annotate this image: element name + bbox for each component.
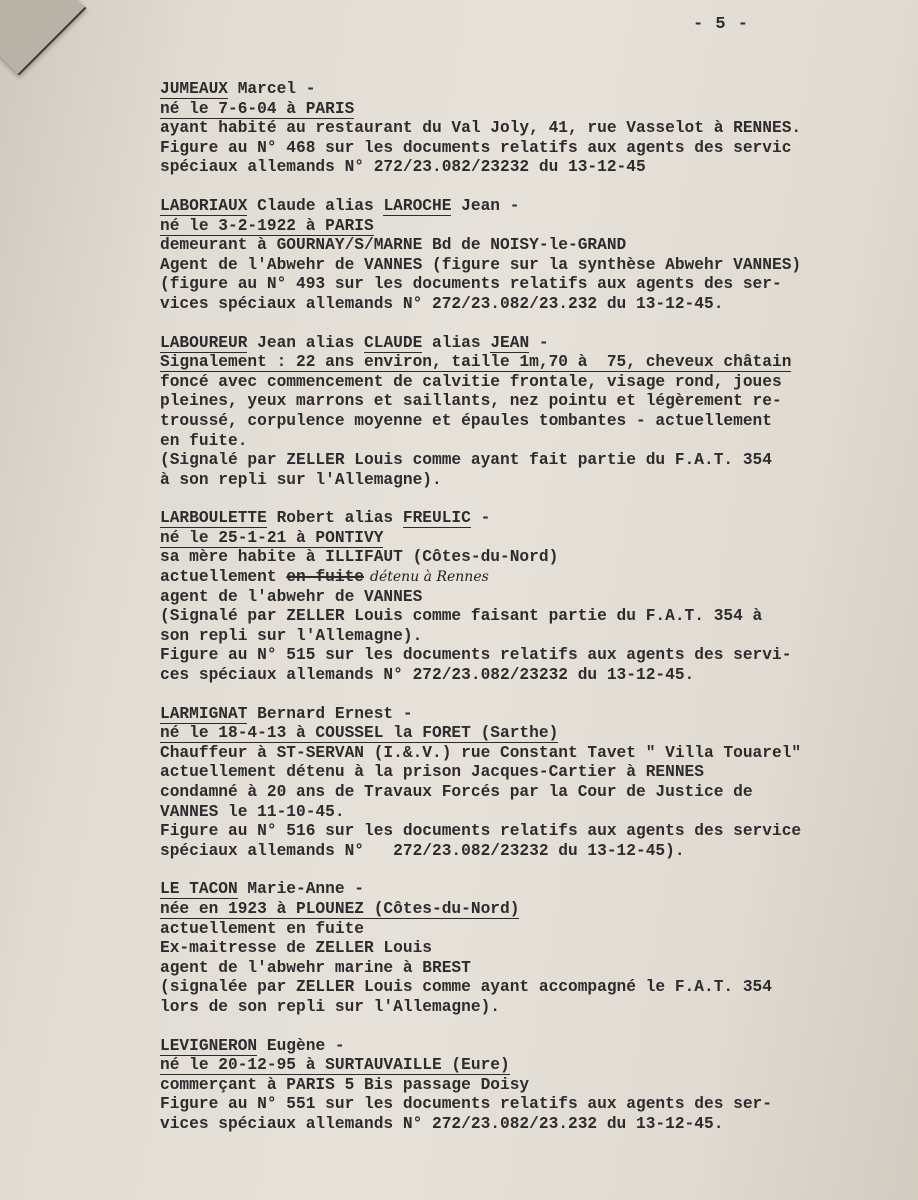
entry-line: (Signalé par ZELLER Louis comme ayant fait partie du F.A.T. 354: [160, 451, 772, 470]
entry-line: Figure au N° 551 sur les documents relatifs aux agents des ser-: [160, 1095, 772, 1114]
page-number: - 5 -: [693, 15, 750, 34]
entry-laboriaux: [160, 197, 915, 315]
entry-heading-tail: -: [470, 509, 491, 528]
entry-line: demeurant à GOURNAY/S/MARNE Bd de NOISY-le-GRAND: [160, 236, 627, 255]
entry-given-name: Claude alias: [247, 196, 384, 215]
entry-alias: LAROCHE: [383, 196, 452, 215]
entry-birth-line: né le 18-4-13 à COUSSEL la FORET (Sarthe): [160, 724, 559, 743]
entry-line: son repli sur l'Allemagne).: [160, 626, 423, 645]
entry-line: condamné à 20 ans de Travaux Forcés par la Cour de Justice de: [160, 783, 753, 801]
entry-line: ayant habité au restaurant du Val Joly, 41, rue Vasselot à RENNES.: [160, 119, 802, 138]
entry-line: lors de son repli sur l'Allemagne).: [160, 997, 500, 1016]
entry-heading: [160, 509, 915, 529]
entry-heading-mid: alias: [422, 333, 491, 352]
entry-line: vices spéciaux allemands N° 272/23.082/23.232 du 13-12-45.: [160, 294, 724, 313]
entry-line: en fuite.: [160, 431, 248, 450]
entry-line: agent de l'abwehr marine à BREST: [160, 958, 471, 977]
entry-line: foncé avec commencement de calvitie frontale, visage rond, joues: [160, 372, 782, 391]
entry-birth-line: né le 3-2-1922 à PARIS: [160, 216, 374, 235]
entry-le-tacon: [160, 880, 915, 1017]
entry-line: spéciaux allemands N° 272/23.082/23232 du 13-12-45: [160, 158, 646, 177]
entry-line: actuellement en fuite: [160, 919, 364, 938]
entry-birth-line: né le 7-6-04 à PARIS: [160, 99, 355, 118]
entry-heading: [160, 1037, 915, 1057]
entry-line: à son repli sur l'Allemagne).: [160, 470, 442, 489]
entry-line: Figure au N° 468 sur les documents relatifs aux agents des servic: [160, 138, 792, 157]
entry-heading-tail: Jean -: [451, 196, 520, 215]
entry-line: vices spéciaux allemands N° 272/23.082/23.232 du 13-12-45.: [160, 1114, 724, 1133]
entry-line: Ex-maitresse de ZELLER Louis: [160, 939, 432, 958]
entry-line: ces spéciaux allemands N° 272/23.082/23232 du 13-12-45.: [160, 666, 695, 685]
entry-surname: JUMEAUX: [160, 80, 228, 98]
folded-corner: [0, 0, 86, 75]
entry-given-name: Robert alias: [266, 509, 403, 528]
entry-surname: LABOUREUR: [160, 333, 248, 352]
handwritten-annotation: détenu à Rennes: [370, 569, 489, 586]
entry-larboulette: [160, 509, 915, 685]
entry-line: spéciaux allemands N° 272/23.082/23232 du 13-12-45).: [160, 841, 685, 860]
entry-birth-line: né le 25-1-21 à PONTIVY: [160, 528, 384, 547]
entry-line: pleines, yeux marrons et saillants, nez pointu et légèrement re-: [160, 392, 782, 411]
entry-line: Figure au N° 515 sur les documents relatifs aux agents des servi-: [160, 646, 792, 665]
entry-given-name: Eugène -: [257, 1036, 345, 1055]
entry-line: Agent de l'Abwehr de VANNES (figure sur la synthèse Abwehr VANNES): [160, 255, 802, 274]
entry-line: Figure au N° 516 sur les documents relatifs aux agents des service: [160, 822, 802, 841]
entries-list: [160, 80, 915, 1154]
entry-levigneron: [160, 1037, 915, 1135]
entry-line: (signalée par ZELLER Louis comme ayant accompagné le F.A.T. 354: [160, 978, 772, 997]
entry-line: sa mère habite à ILLIFAUT (Côtes-du-Nord): [160, 548, 559, 567]
entry-line: VANNES le 11-10-45.: [160, 802, 345, 821]
entry-surname: LEVIGNERON: [160, 1036, 258, 1055]
entry-line: commerçant à PARIS 5 Bis passage Doisy: [160, 1075, 530, 1094]
entry-line: agent de l'abwehr de VANNES: [160, 587, 423, 606]
entry-surname: LARBOULETTE: [160, 509, 267, 528]
entry-given-name: Jean alias: [247, 333, 365, 352]
entry-line: Chauffeur à ST-SERVAN (I.&.V.) rue Constant Tavet " Villa Touarel": [160, 743, 802, 762]
entry-line: (figure au N° 493 sur les documents relatifs aux agents des ser-: [160, 275, 782, 294]
entry-line: (Signalé par ZELLER Louis comme faisant partie du F.A.T. 354 à: [160, 607, 763, 626]
entry-alias: JEAN: [490, 333, 530, 352]
entry-given-name: Marie-Anne -: [237, 880, 365, 899]
entry-birth-line: née en 1923 à PLOUNEZ (Côtes-du-Nord): [160, 899, 520, 918]
entry-heading: [160, 334, 915, 354]
entry-birth-line: né le 20-12-95 à SURTAUVAILLE (Eure): [160, 1056, 510, 1075]
entry-heading: [160, 197, 915, 217]
entry-surname: LARMIGNAT: [160, 704, 248, 723]
entry-line: actuellement détenu à la prison Jacques-Cartier à RENNES: [160, 763, 704, 782]
entry-heading: [160, 880, 915, 900]
struck-text: en fuite: [286, 568, 365, 587]
entry-given-name: Bernard Ernest -: [247, 704, 413, 723]
entry-status-line: actuellement en fuite détenu à Rennes: [160, 568, 489, 587]
entry-line: troussé, corpulence moyenne et épaules tombantes - actuellement: [160, 411, 772, 430]
entry-laboureur: [160, 334, 915, 491]
entry-larmignat: [160, 705, 915, 862]
entry-surname: LABORIAUX: [160, 196, 248, 215]
entry-heading-tail: -: [529, 333, 549, 352]
entry-jumeaux: [160, 80, 915, 178]
entry-heading: [160, 705, 915, 725]
entry-heading: [160, 80, 915, 100]
entry-description-line: Signalement : 22 ans environ, taille 1m,70 à 75, cheveux châtain: [160, 353, 792, 372]
entry-alias: CLAUDE: [364, 333, 423, 352]
entry-surname: LE TACON: [160, 880, 238, 899]
entry-given-name: Marcel -: [228, 80, 316, 98]
entry-alias: FREULIC: [402, 509, 471, 528]
